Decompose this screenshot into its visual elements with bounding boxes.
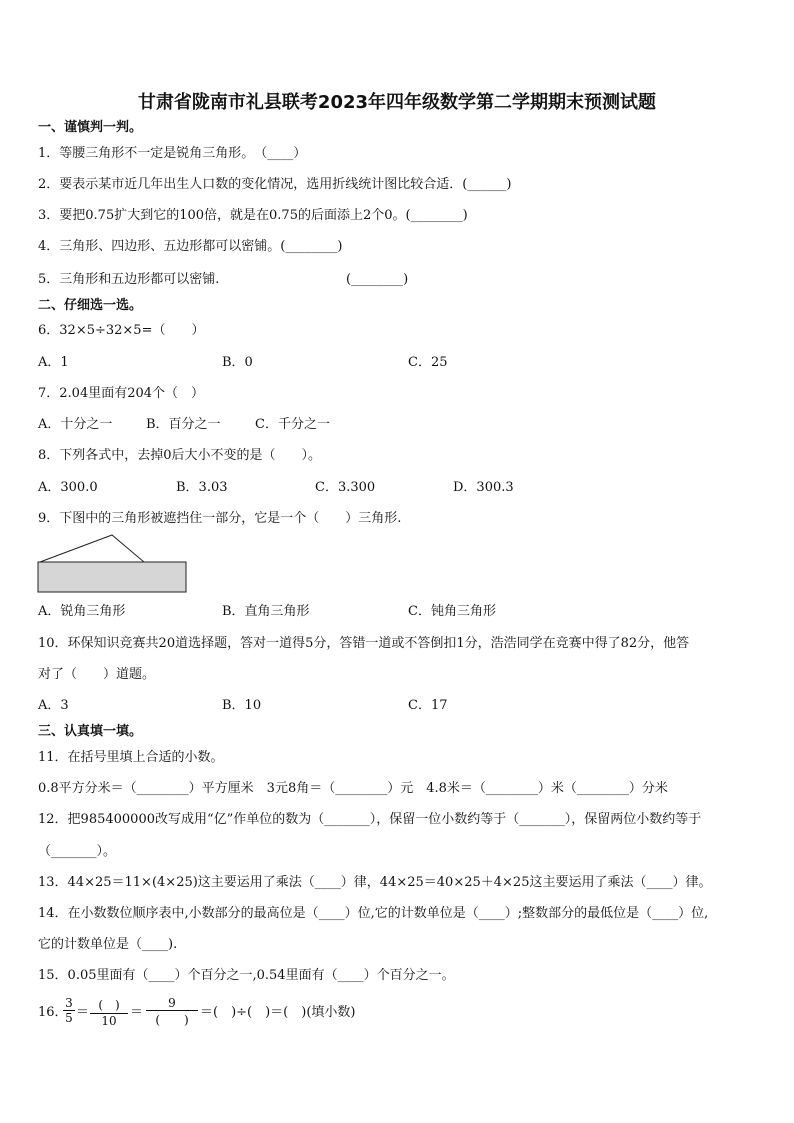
hidden-triangle-figure: [36, 532, 190, 594]
q10-option-c: C．17: [408, 698, 448, 713]
question-6: 6．32×5÷32×5=（ ）: [38, 323, 205, 338]
question-12-line-1: 12．把985400000改写成用“亿”作单位的数为（_______），保留一位小数约等于（_______），保留两位小数约等于: [38, 812, 702, 827]
q8-option-a: A．300.0: [38, 480, 98, 495]
question-12-line-2: （_______）。: [38, 844, 117, 859]
question-1: 1．等腰三角形不一定是锐角三角形。 （____）: [38, 146, 307, 161]
equals-sign-2: ＝: [130, 1005, 144, 1020]
page-title: 甘肃省陇南市礼县联考2023年四年级数学第二学期期末预测试题: [137, 92, 657, 113]
q6-option-b: B．0: [222, 355, 253, 370]
fraction-3-denominator: ( ): [146, 1010, 198, 1028]
question-3: 3．要把0.75扩大到它的100倍，就是在0.75的后面添上2个0。(________): [38, 208, 468, 223]
question-9: 9．下图中的三角形被遮挡住一部分，它是一个（ ）三角形.: [38, 511, 402, 526]
question-15: 15．0.05里面有（____）个百分之一,0.54里面有（____）个百分之一。: [38, 968, 455, 983]
question-5: 5．三角形和五边形都可以密铺.: [38, 272, 220, 287]
q10-option-a: A．3: [38, 698, 69, 713]
equals-sign-1: ＝: [76, 1005, 90, 1020]
q7-option-c: C．千分之一: [255, 417, 330, 432]
question-7: 7．2.04里面有204个（ ）: [38, 386, 205, 401]
question-8: 8．下列各式中，去掉0后大小不变的是（ ）。: [38, 448, 322, 463]
fraction-1-numerator: 3: [65, 996, 73, 1010]
question-11-items: 0.8平方分米＝（________）平方厘米 3元8角＝（________）元 4.8米＝（________）米（________）分米: [38, 781, 668, 796]
fraction-2-numerator: ( ): [98, 998, 120, 1012]
fraction-2-denominator: 10: [90, 1013, 128, 1028]
question-4: 4．三角形、四边形、五边形都可以密铺。(________): [38, 239, 343, 254]
question-10-line-2: 对了（ ）道题。: [38, 667, 156, 682]
fraction-1-denominator: 5: [63, 1010, 75, 1025]
section-1-heading: 一、谨慎判一判。: [38, 120, 143, 135]
section-3-heading: 三、认真填一填。: [38, 724, 143, 739]
question-13: 13．44×25＝11×(4×25)这主要运用了乘法（____）律，44×25＝40×25＋4×25这主要运用了乘法（____）律。: [38, 875, 712, 890]
fraction-nine-over-blank: [146, 996, 198, 1028]
q9-option-c: C．钝角三角形: [408, 604, 496, 619]
question-16-tail: ＝( )÷( )＝( )(填小数): [200, 1005, 356, 1020]
q7-option-a: A．十分之一: [38, 417, 113, 432]
question-16-label: 16．: [38, 1005, 68, 1020]
q8-option-d: D．300.3: [453, 480, 514, 495]
question-2: 2．要表示某市近几年出生人口数的变化情况，选用折线统计图比较合适．(______): [38, 177, 512, 192]
q8-option-b: B．3.03: [176, 480, 228, 495]
fraction-3-numerator: 9: [168, 996, 176, 1010]
q6-option-c: C．25: [408, 355, 448, 370]
fraction-three-fifths: [63, 996, 75, 1025]
question-5-blank: (________): [346, 272, 409, 287]
q9-option-b: B．直角三角形: [222, 604, 310, 619]
q8-option-c: C．3.300: [315, 480, 376, 495]
question-14-line-2: 它的计数单位是（____).: [38, 937, 178, 952]
q6-option-a: A．1: [38, 355, 69, 370]
section-2-heading: 二、仔细选一选。: [38, 298, 143, 313]
q9-option-a: A．锐角三角形: [38, 604, 126, 619]
question-14-line-1: 14．在小数数位顺序表中,小数部分的最高位是（____）位,它的计数单位是（____）;整数部分的最低位是（____）位,: [38, 906, 709, 921]
q10-option-b: B．10: [222, 698, 262, 713]
triangle-edges: [40, 535, 144, 562]
cover-rectangle: [38, 562, 186, 592]
q7-option-b: B．百分之一: [146, 417, 221, 432]
question-10-line-1: 10．环保知识竞赛共20道选择题，答对一道得5分，答错一道或不答倒扣1分，浩浩同学在竞赛中得了82分，他答: [38, 636, 690, 651]
question-11: 11．在括号里填上合适的小数。: [38, 750, 224, 765]
fraction-over-ten: [90, 996, 128, 1028]
